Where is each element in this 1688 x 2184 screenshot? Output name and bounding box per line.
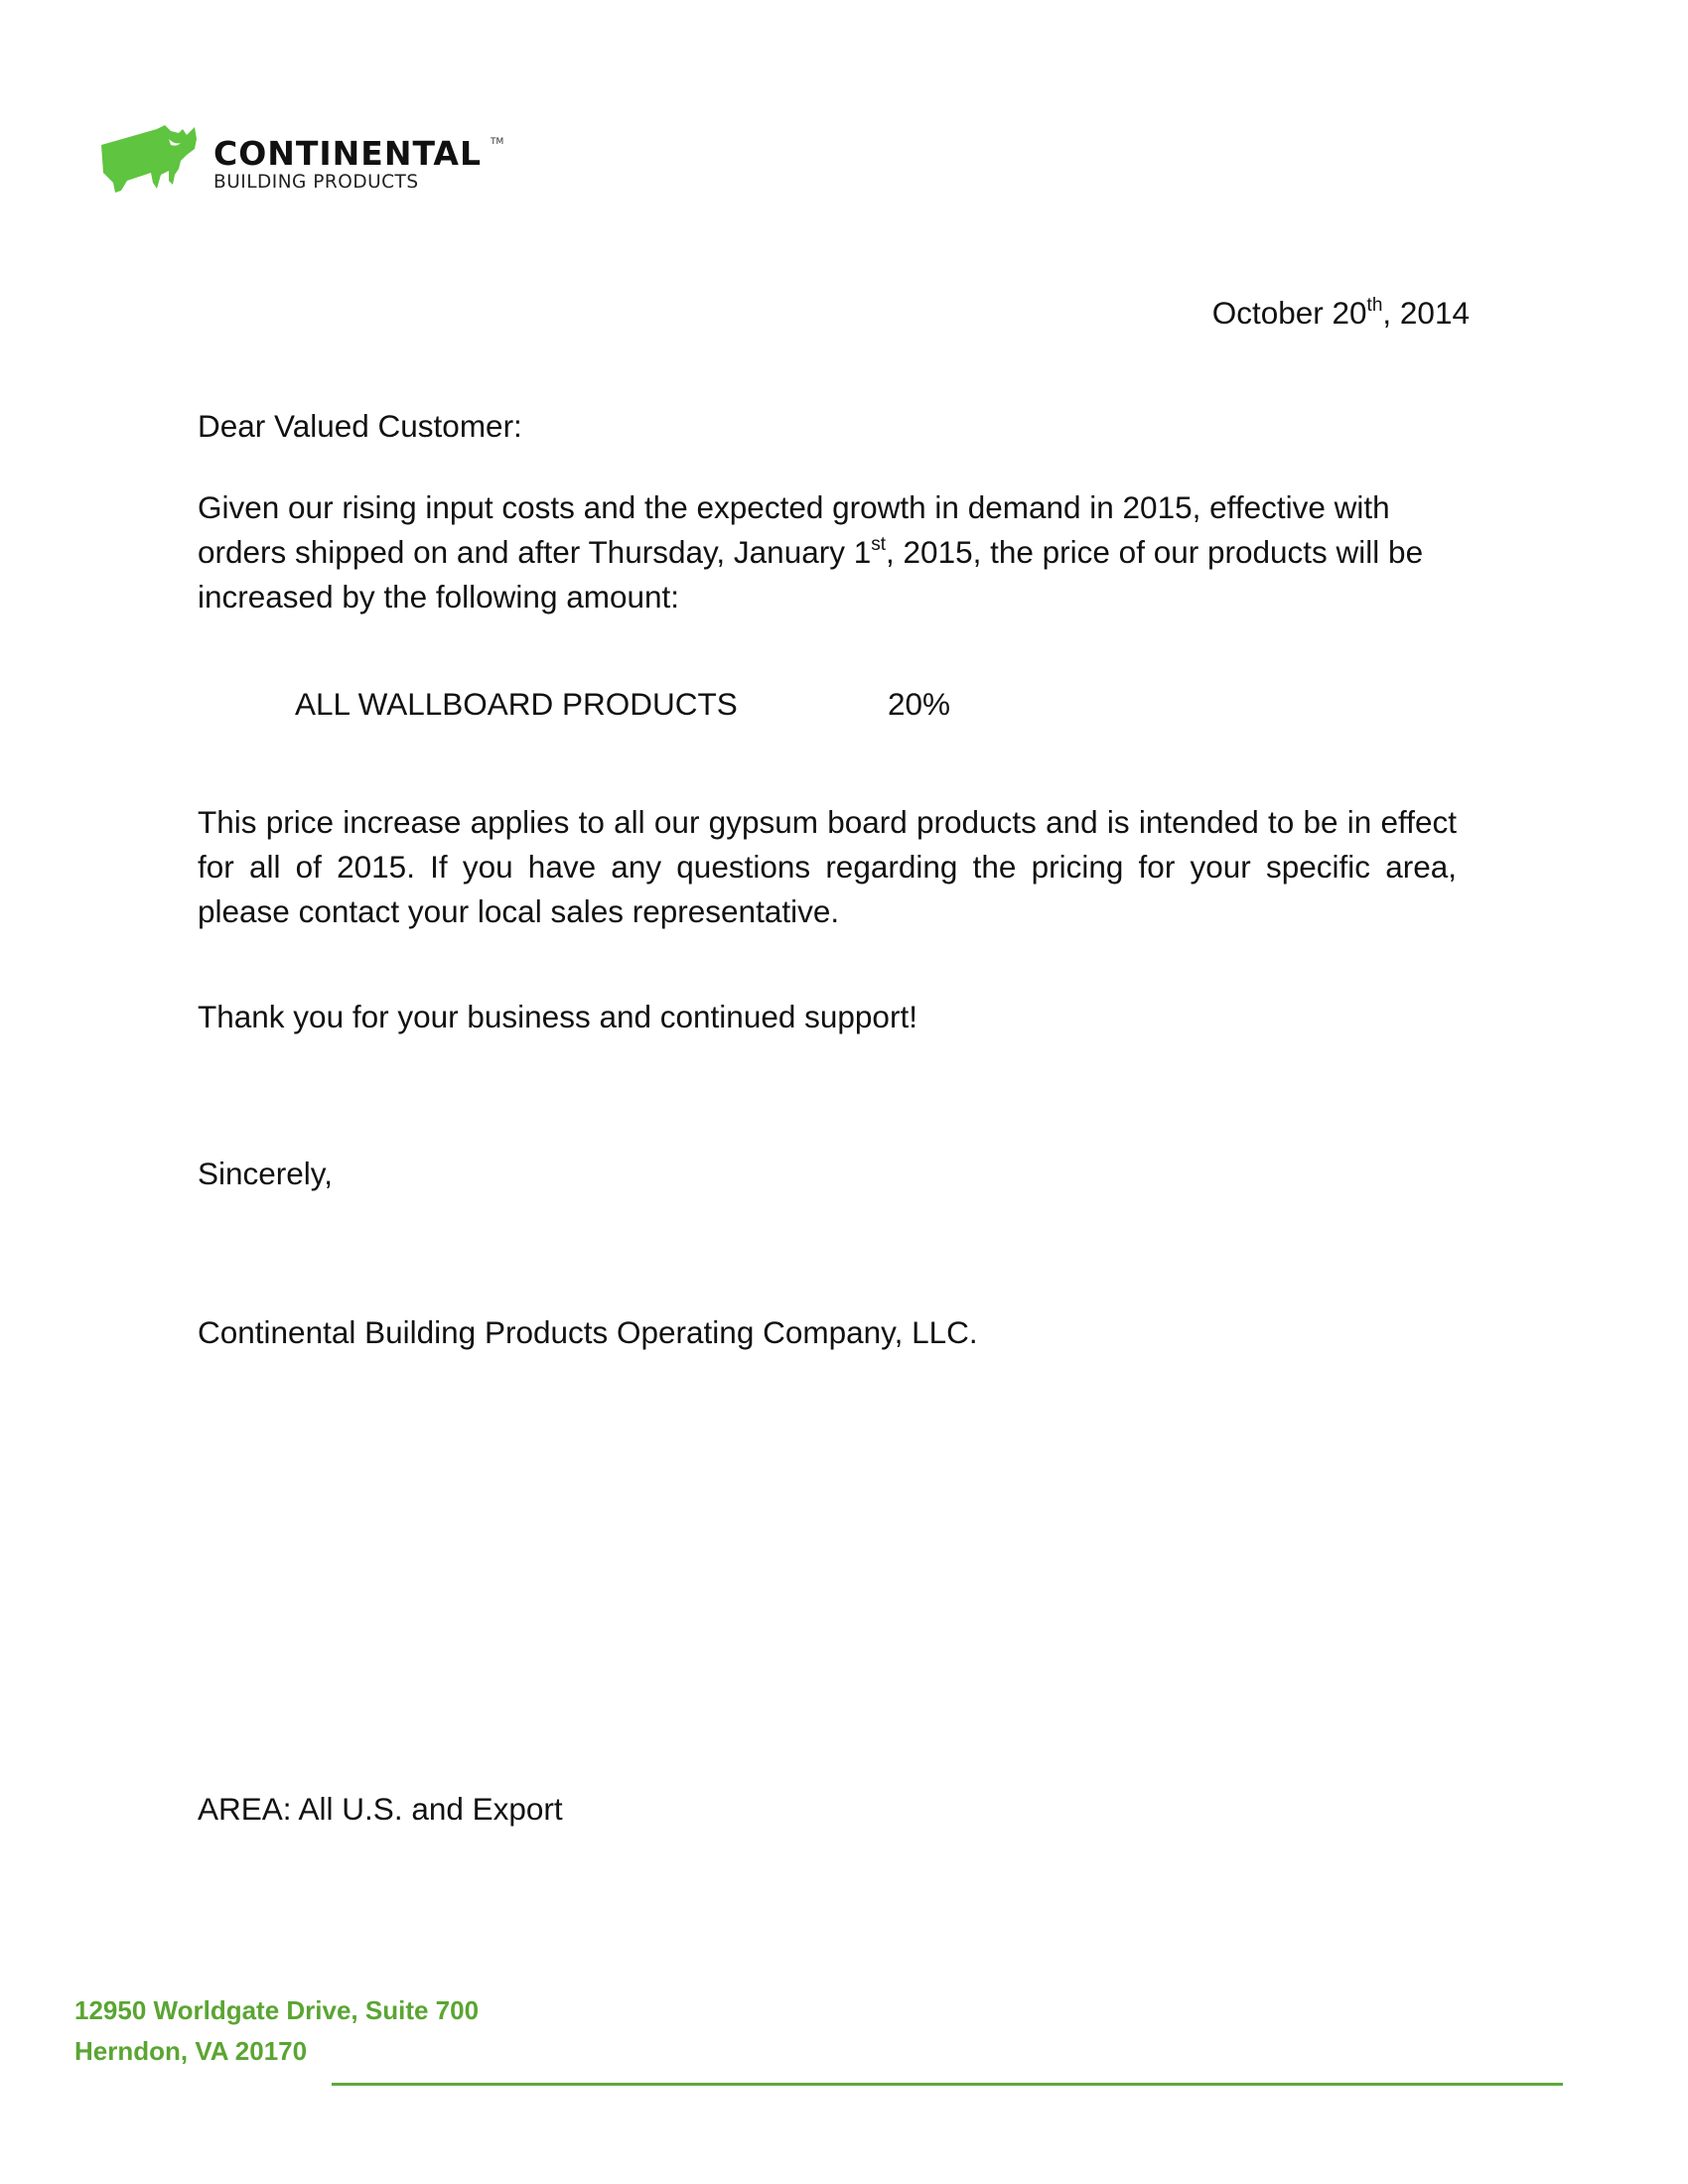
date-text: October 20 <box>1211 295 1367 331</box>
price-item-label: ALL WALLBOARD PRODUCTS <box>295 686 738 722</box>
brand-subtitle: BUILDING PRODUCTS <box>213 172 419 193</box>
company-logo <box>97 117 514 206</box>
date-ordinal: th <box>1366 294 1383 316</box>
address-line-2: Herndon, VA 20170 <box>74 2036 308 2066</box>
trademark: TM <box>491 137 504 147</box>
date-year: , 2014 <box>1382 295 1470 331</box>
footer-rule <box>332 2083 1563 2086</box>
intro-text-2: , 2015, the price of our products will be increased by the following amount: <box>198 534 1424 614</box>
signature: Continental Building Products Operating Company, LLC. <box>198 1314 978 1350</box>
intro-paragraph <box>198 485 1464 619</box>
intro-ordinal: st <box>871 533 887 555</box>
letter-date <box>1182 291 1470 336</box>
footer-address <box>74 1990 479 2072</box>
brand-name: CONTINENTAL <box>213 134 482 173</box>
bison-icon <box>99 123 203 195</box>
price-item-value: 20% <box>888 686 951 722</box>
intro-text-1: Given our rising input costs and the expected growth in demand in 2015, effective with orders shipped on and after Thursday, January 1 <box>198 489 1390 570</box>
area-line: AREA: All U.S. and Export <box>198 1791 563 1827</box>
thanks-line: Thank you for your business and continued support! <box>198 999 917 1034</box>
salutation: Dear Valued Customer: <box>198 408 522 444</box>
closing: Sincerely, <box>198 1156 333 1191</box>
address-line-1: 12950 Worldgate Drive, Suite 700 <box>74 1995 480 2025</box>
details-paragraph: This price increase applies to all our gypsum board products and is intended to be in effect for all of 2015. If you have any questions regarding the pricing for your specific area, please contact your local sales representative. <box>198 804 1457 929</box>
